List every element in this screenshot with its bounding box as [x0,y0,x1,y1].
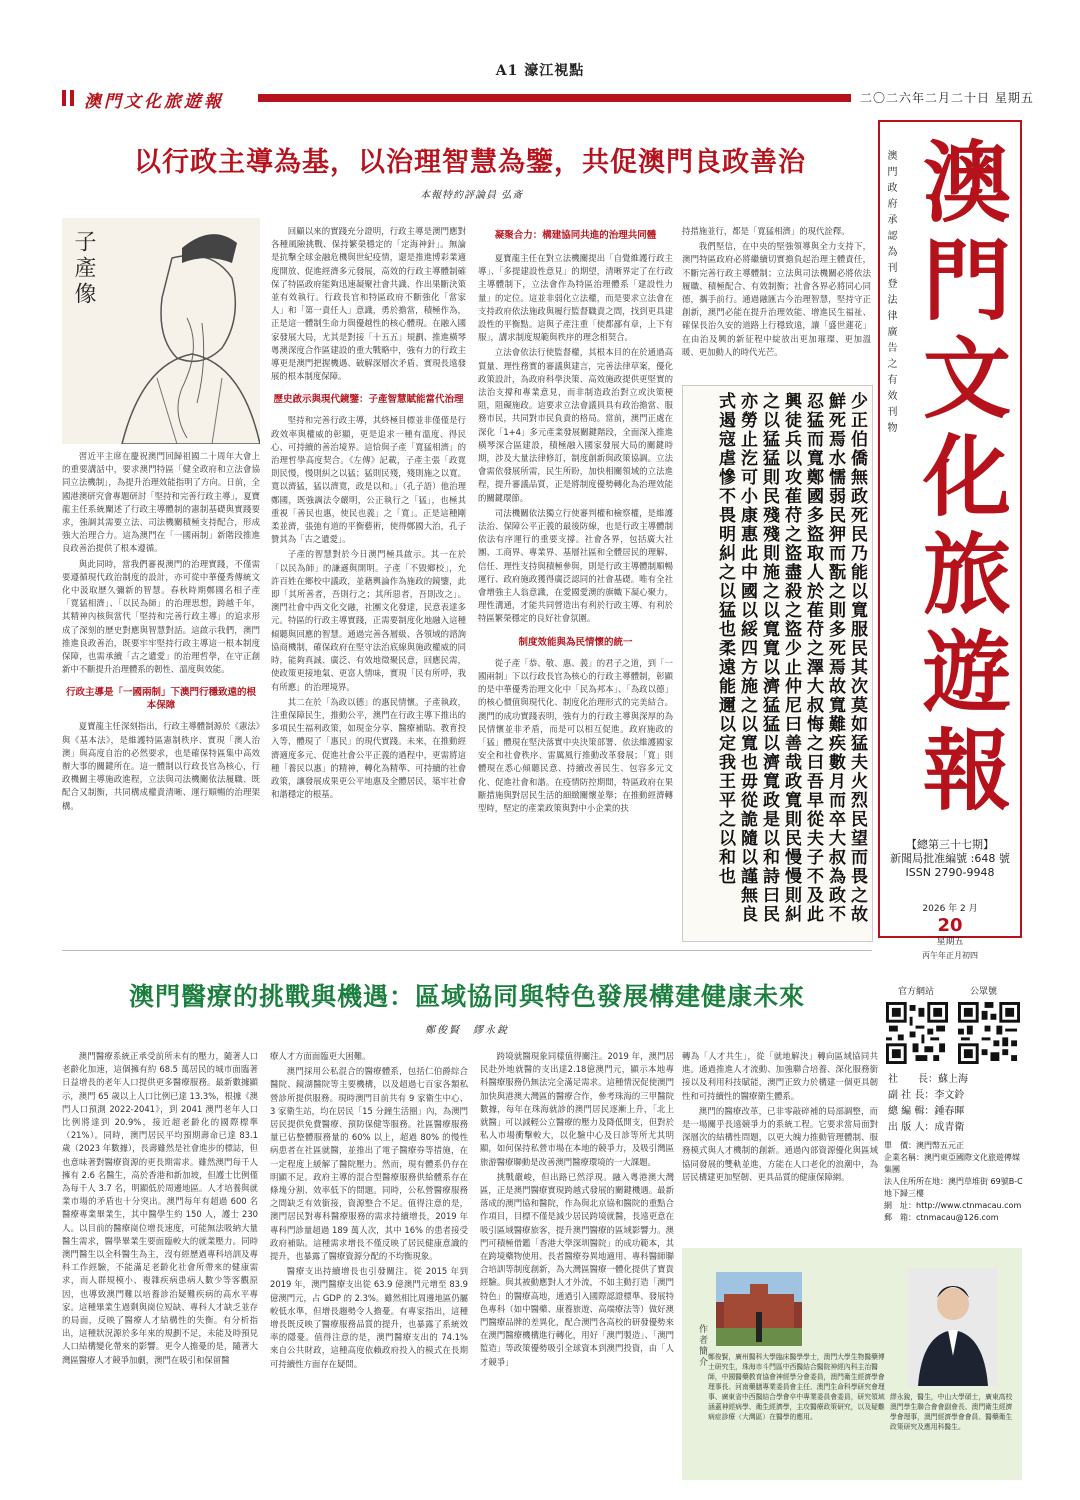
qr-code-wechat[interactable] [958,1002,1020,1064]
masthead-box [878,120,1022,938]
article1-col2b-p1: 堅持和完善行政主導，其終極目標並非僅僅是行政效率與權威的彰顯，更是追求一種有溫度、得民心、可持續的善治境界。這恰與子產「寬猛相濟」的治理哲學高度契合。《左傳》記載，子產主張「政寬則民慢，慢則糾之以猛；猛則民殘，殘則施之以寬。寬以濟猛，猛以濟寬，政是以和。」（孔子語）他治理鄭國，既強調法令嚴明，公正執行之「猛」，也極其重視「善民也惠，使民也義」之「寬」。正是這種剛柔並濟，張弛有道的平衡藝術，使得鄭國大治，孔子贊其為「古之遺愛」。 [271,415,466,545]
article1-col4 [682,225,871,361]
article1-col3 [478,225,673,817]
article2-col2-p3: 醫療支出持續增長也引發關注。從 2015 年到 2019 年，澳門醫療支出從 63.9 億澳門元增至 83.9 億澳門元，占 GDP 的 2.3%。雖然相比周邊地區仍屬較低水準，但增長趨勢令人擔憂。有專家指出，這種增長既反映了醫療服務品質的提升，也暴露了系統效率的隱憂。值得注意的是，澳門醫療支出的 74.1% 來自公共財政，這種高度依賴政府投入的模式在長期可持續性方面存在疑問。 [270,1266,469,1369]
article1-subhead-1: 行政主導是「一國兩制」下澳門行穩致遠的根本保障 [65,687,256,712]
author-box [682,1248,1022,1480]
info-label: 單 價 [884,1141,908,1150]
zichan-portrait [62,218,260,444]
author-box-label: 作者簡介 [697,1324,707,1368]
masthead-date-day: 20 [937,915,963,936]
article2-title: 澳門醫療的挑戰與機遇：區域協同與特色發展構建健康未來 [128,982,805,1011]
article2-col2 [270,1050,468,1373]
masthead-weekday: 星期五 [936,937,964,947]
article2-col3-p2: 挑戰嚴峻，但出路已然浮現。融入粵港澳大灣區，正是澳門醫療實現跨越式發展的關鍵機遇。最新落成的澳門協和醫院，作為與北京協和醫院的重點合作項目，目標不僅是減少居民跨境就醫，長遠更意在吸引區域醫療旅客，提升澳門醫療的區域影響力。澳門可積極借鑑「香港大學深圳醫院」的成功範本，其在跨境藥物使用、長者醫療券異地適用、專科醫師聯合培訓等制度創新，為大灣區醫療一體化提供了寶貴經驗。與其被動應對人才外流，不如主動打造「澳門特色」的醫療高地，通過引入國際認證標準、發展特色專科（如中醫藥、康養旅遊、高端療法等）做好澳門醫療品牌的差異化，配合澳門各高校的研發優勢來在澳門醫療機構進行轉化，用好「澳門製造」、「澳門監造」等政策優勢吸引全球資本到澳門投資，由「人才競爭」 [480,1171,674,1367]
masthead-issn: ISSN 2790-9948 [905,866,995,879]
article1-subhead-4: 制度效能與為民情懷的統一 [518,636,633,648]
article1-title: 以行政主導為基，以治理智慧為鑒，共促澳門良政善治 [134,147,806,178]
staff-row: 總 編 輯：鍾春暉 [888,1106,965,1117]
article1-col3-p3: 司法機關依法獨立行使審判權和檢察權，是維護法治、保障公平正義的最後防線，也是行政主導體制依法有序運行的重要支撐。社會各界，包括廣大社團、工商界、專業界、基層社區和全體居民的理解、信任、理性支持與積極參與，則是行政主導體制順暢運行、政府施政獲得廣泛認同的社會基礎。唯有全社會增強主人翁意識，在愛國愛澳的旗幟下凝心聚力，理性溝通，才能共同營造出有利於行政主導、有利於特區繁榮穩定的良好社會氛圍。 [478,507,673,624]
header-date: 二〇二六年二月二十日 星期五 [860,91,1034,105]
staff-name: 鍾春暉 [934,1106,965,1117]
info-label: 企業名稱 [884,1153,916,1162]
staff-row: 社 長：蘇上海 [888,1074,968,1085]
author2-bio: 繆永銳，醫生，中山大學碩士，廣東高校澳門學生聯合會會副會長、澳門衛生經濟學會理事，澳門經濟學會會員、醫藥衛生政策研究及應用科醫生。 [890,1393,1013,1431]
staff-role: 總 編 輯 [888,1106,925,1117]
article1-col4-p2: 我們堅信，在中央的堅強領導與全力支持下，澳門特區政府必將繼續切實擔負起治理主體責任，不斷完善行政主導體制；立法與司法機關必將依法履職、積極配合、有效制衡；社會各界必將同心同德，攜手前行。通過融匯古今治理智慧，堅持守正創新，澳門必能在提升治理效能、增進民生福祉、確保長治久安的道路上行穩致遠，讓「盛世蓮花」在由治及興的新征程中綻放出更加璀璨、更加溫暖、更加動人的時代光芒。 [682,241,871,357]
article1-col1-p1: 習近平主席在慶祝澳門回歸祖國二十周年大會上的重要講話中，要求澳門特區「健全政府和立法會協同立法機制」，為提升治理效能指明了方向。日前，全國港澳研究會專題研討「堅持和完善行政主導」，夏寶龍主任系統闡述了行政主導體制的憲制基礎與實踐要求，強調其需要立法、司法機關積極支持配合，形成強大治理合力。這為澳門在「一國兩制」新階段推進良政善治提供了根本遵循。 [62,451,260,554]
masthead-issue-info [878,838,1022,880]
article1-subhead-2: 歷史啟示與現代鏡鑒：子產智慧賦能當代治理 [273,394,464,406]
staff-role: 出 版 人 [888,1122,925,1133]
article2-col1 [62,1050,258,1369]
article1-col3-p1: 夏寶龍主任在對立法機關提出「自覺維護行政主導」、「多提建設性意見」的期望，清晰界定了在行政主導體制下，立法會作為特區治理體系「建設性力量」的定位。這並非弱化立法權，而是要求立法會在支持政府依法施政與履行監督職責之間，找到更具建設性的平衡點。這與子產注重「使都鄙有章，上下有服」，講求制度規範與秩序的理念相契合。 [478,253,673,343]
author1-photo [716,1272,802,1346]
publisher-info [884,1140,1024,1224]
masthead-title: 澳門文化旅遊報 [909,136,1013,822]
info-value: 澳門草堆街 69號B-C地下歸三樓 [884,1177,1023,1198]
info-value: 澳門幣五元正 [916,1141,964,1150]
staff-name: 李文鈴 [934,1090,965,1101]
article2-col1-p1: 澳門醫療系統正承受前所未有的壓力，隨著人口老齡化加速，這個擁有約 68.5 萬居民的城市面臨著日益增長的老年人口提供更多醫療服務。最新數據顯示，澳門 65 歲以上人口比例已達 13.3%，根據《澳門人口預測 2022-2041》，到 2041 澳門老年人口比例將達到 20.9%，接近超老齡化的國際標準（21%）。同時，澳門居民平均預期壽命已達 83.1 歲（2023 年數據），長壽雖然是社會進步的標誌，但也意味著對醫療資源的更長期需求。雖然澳門每千人擁有 2.6 名醫生，高於香港和新加坡，但護士比例僅為每千人 3.7 名，明顯低於周邊地區。人才培養與就業市場的矛盾也十分突出。澳門每年有超過 600 名醫療專業畢業生，其中醫學生約 150 人，護士 230 人。以目前的醫療崗位增長速度，可能無法吸納大量醫生需求，醫學畢業生要面臨較大的就業壓力。同時澳門醫生以全科醫生為主，沒有經歷過專科培訓及專科工作經驗，不能滿足老齡化社會所帶來的健康需求，而人群規模小、複雜疾病患病人數少等客觀原因，也導致澳門難以培養診治疑難疾病的高水平專家。這種畢業生過剩與崗位短缺、專科人才缺乏並存的局面，反映了醫療人才結構性的失衡。有分析指出，這種狀況源於多年來的規劃不足，未能及時預見人口結構變化帶來的影響。更令人擔憂的是，隨著大灣區醫療人才競爭加劇，澳門在吸引和保留醫 [62,1051,258,1365]
article1-subhead-3: 凝聚合力：構建協同共進的治理共同體 [494,230,657,241]
portrait-image [908,1268,998,1386]
qr-code-website[interactable] [886,1002,948,1064]
building-image [716,1272,802,1346]
masthead-date-month: 2026 年 2 月 [922,904,978,914]
staff-role: 副 社 長 [888,1090,925,1101]
article1-col2b-p2: 子產的智慧對於今日澳門極具啟示。其一在於「以民為師」的謙遜與開明。子產「不毀鄉校」，允許百姓在鄉校中議政，並藉輿論作為施政的鏡鑒，此即「其所善者，吾則行之；其所惡者，吾則改之」。澳門社會中西文化交融，社團文化發達，民意表達多元。特區的行政主導實踐，正需要制度化地融入這種傾聽與回應的智慧。通過完善各層級、各領域的諮詢協商機制，確保政府在堅守法治底線與施政權威的同時，能夠真誠、廣泛、有效地徵聚民意，回應民需，使政策更接地氣、更富人情味，實現「民有所呼，我有所應」的治理境界。 [271,549,466,692]
masthead-lunar: 丙午年正月初四 [922,951,978,960]
article1-col2b-p3: 其二在於「為政以德」的惠民情懷。子產執政，注重保障民生，推動公平，澳門在行政主導下推出的多項民生福利政策，如現金分享、醫療補貼、教育投入等，體現了「惠民」的現代實踐。未來，在推動經濟適度多元、促進社會公平正義的過程中，更需將這種「養民以惠」的精神，轉化為精準、可持續的社會政策，讓發展成果更公平地惠及全體居民，築牢社會和諧穩定的根基。 [271,696,466,800]
masthead-vertical-note: 澳門政府承認為刊登法律廣告之有效刊物 [885,150,896,438]
masthead-date-box [878,894,1022,974]
page-label: A1 濠江視點 [495,63,585,79]
article1-col1 [62,450,260,815]
article2-col3-p1: 跨境就醫現象同樣值得關注。2019 年，澳門居民赴外地就醫的支出達2.18億澳門元，顯示本地專科醫療服務仍無法完全滿足需求。這種情況促使澳門加快與港澳大灣區的醫療合作，參考珠海的三甲醫院數據，每年在珠海就診的澳門居民逐漸上升，「北上就醫」可以減輕公立醫療的壓力及降低開支，但對於私人市場衝擊較大，以化驗中心及日診等所尤其明顯，如何保持私營市場在本地的競爭力，及吸引灣區旅游醫療聯動是改善澳門醫療環境的一大課題。 [480,1051,674,1167]
article2-col2-p1: 療人才方面面臨更大困難。 [270,1051,371,1061]
article1-col1b-p1: 夏寶龍主任深刻指出，行政主導體制源於《憲法》與《基本法》，是維護特區憲制秩序、實現「澳人治澳」與高度自治的必然要求，也是確保特區集中高效辦大事的關鍵所在。這一體制以行政長官為核心，行政機關主導施政進程，立法與司法機關依法履職、既配合又制衡，共同構成權責清晰、運行順暢的治理架構。 [62,721,260,811]
article1-col4-p1: 持措施並行，都是「寬猛相濟」的現代詮釋。 [682,226,850,236]
section-bar-left [62,90,66,106]
info-row-email: 郵 箱：ctnmacau@126.com [884,1213,999,1222]
staff-row: 出 版 人：成青衛 [888,1122,965,1133]
article2-col4 [682,1050,878,1186]
info-label: 郵 箱 [884,1213,908,1222]
author2-photo [908,1268,998,1386]
article1-col2-p1: 回顧以來的實踐充分證明，行政主導是澳門應對各種風險挑戰、保持繁榮穩定的「定海神針」。無論是抗擊全球金融危機與世紀疫情，還是推進博彩業適度開放、促進經濟多元發展，高效的行政主導體制確保了特區政府能夠迅速凝聚社會共識、作出果斷決策並有效執行。行政長官和特區政府不斷強化「當家人」和「第一責任人」意識，勇於擔當，積極作為，正是這一體制生命力與優越性的核心體現。在融入國家發展大局，尤其是對接「十五五」規劃、推進橫琴粵澳深度合作區建設的重大戰略中，強有力的行政主導更是澳門把握機遇、破解深層次矛盾、實現長遠發展的根本制度保障。 [271,226,466,382]
info-row-price: 單 價：澳門幣五元正 [884,1141,964,1150]
info-value[interactable]: ctnmacau@126.com [916,1213,999,1222]
article2-col4-p1: 轉為「人才共生」，從「就地解決」轉向區域協同共進。通過推進人才流動、加強聯合培養、深化服務銜接以及利用科技賦能，澳門正致力於構建一個更具韌性和可持續性的醫療衛生體系。 [682,1051,878,1101]
section-bar-left-2 [70,90,74,106]
article1-col2 [271,225,466,803]
info-label: 法人住所所在地 [884,1177,940,1186]
qr1-label: 官方網站 [898,987,935,997]
section-rule [258,94,851,102]
info-label: 網 址 [884,1201,908,1210]
article1-col3-p2: 立法會依法行使監督權，其根本目的在於通過高質量、理性務實的審議與建言，完善法律草案，優化政策設計，為政府科學決策、高效施政提供更堅實的法治支撐和專業意見，而非制造政治對立或決策梗阻，阻礙施政。這要求立法會議員具有政治擔當、服務市民，共同對市民負責的格局。當前，澳門正處在深化「1+4」多元產業發展關鍵階段，全面深入推進橫琴深合區建設，積極融入國家發展大局的關鍵時期，涉及大量法律修訂，制度創新與政策協調。立法會需依發展所需，民生所盼，加快相關領域的立法進程，提升審議品質，正是將制度優勢轉化為治理效能的關鍵環節。 [478,347,673,503]
article1-byline: 本報特約評論員 弘斎 [420,190,524,201]
qr2-label: 公眾號 [970,987,998,997]
portrait-caption: 子產像 [71,230,96,308]
info-value: 澳門東亞國際文化旅遊傳媒集團 [884,1153,1020,1174]
article2-col4-p2: 澳門的醫療改革，已非零敲碎補的局部調整，而是一場關乎長遠競爭力的系統工程。它要求當局面對深層次的結構性問題，以更大魄力推動管理體制、服務模式與人才機制的創新。通過內部資源優化與區域協同發展的雙軌並進，方能在人口老化的浪潮中，為居民構建更加堅韌、更具品質的健康保障網。 [682,1105,878,1182]
author1-bio: 鄭俊賢，廣州醫科大學臨床醫學學士，澳門大學生物醫藥博士研究生，珠海市斗門區中西醫結合醫院神經內科主治醫師，中國醫藥教育協會神經學分會委員，澳門衛生經濟學會理事長、河南藥膳專業委員會主任、澳門生命科學研究會理事、廣東省中西醫結合學會卒中專業委員會委員，研究領域涵蓋神經病學、衛生經濟學，主攻醫療政策研究，以及疑難病症診療（大灣區）在醫學的應用。 [708,1353,885,1421]
article1-col1-p2: 與此同時，當我們審視澳門的治理實踐，不僅需要遵循現代政治制度的設計，亦可從中華優秀傳統文化中汲取歷久彌新的智慧。春秋時期鄭國名相子產「寬猛相濟」、「以民為師」的治理思想，跨越千年，其精神內核與當代「堅持和完善行政主導」的追求形成了深刻的歷史對應與智慧對話。這啟示我們，澳門推進良政善治，既要牢牢堅持行政主導這一根本制度保障，也需承續「古之遺愛」的治理哲學，在守正創新中不斷提升治理體系的韌性、溫度與效能。 [62,558,260,675]
article2-byline: 鄭俊賢 繆永銳 [425,1025,509,1036]
article1-col3b-p1: 從子產「恭、敬、惠、義」的君子之道，到「一國兩制」下以行政長官為核心的行政主導體制，彰顯的是中華優秀治理文化中「民為邦本」、「為政以德」的核心價值與現代化、制度化治理形式的完美結合。澳門的成功實踐表明，強有力的行政主導與深厚的為民情懷並非矛盾，而是可以相互促進。政府施政的「猛」體現在堅決落實中央決策部署、依法維護國家安全和社會秩序、雷厲風行推動改革發展；「寬」則體現在悉心傾聽民意、持續改善民生、包容多元文化、促進社會和諧。在疫情防控期間，特區政府在果斷措施與對居民生活的細緻關懷並舉；在推動經濟轉型時，堅定的產業政策與對中小企業的扶 [478,657,673,813]
section-band [62,86,851,110]
staff-row: 副 社 長：李文鈴 [888,1090,965,1101]
masthead-license: 新聞局批准編號 :648 號 [890,852,1010,865]
article-divider [62,950,872,951]
article2-col3 [480,1050,674,1371]
article2-col2-p2: 澳門採用公私混合的醫療體系，包括仁伯爵綜合醫院、鏡湖醫院等主要機構，以及超過七百家各類私營診所提供服務。現時澳門目前共有 9 家衛生中心、3 家衛生站，均在居民「15 分鐘生活圈」內，為澳門居民提供免費醫療、預防保健等服務。社區醫療服務量已佔整體服務量的 60% 以上，超過 80% 的慢性病患者在社區就醫，並推出了電子醫療券等措施，在一定程度上緩解了醫院壓力。然而，現有體系仍存在明顯不足。政府主導的混合型醫療服務供給體系存在條塊分割、效率低下的問題。同時，公私營醫療服務之間缺乏有效銜接，資源整合不足。值得注意的是，澳門居民對專科醫療服務的需求持續增長，2019 年專科門診量超過 189 萬人次，其中 16% 的患者接受政府補貼。這種需求增長不僅反映了居民健康意識的提升，也暴露了醫療資源分配的不均衡現象。 [270,1066,468,1262]
ancient-text: 少正伯僑無政死民乃能以寬服民其次莫如猛夫火烈民望而畏之故鮮死焉水懦弱民狎而翫之則多死焉故寬難疾數月而卒大叔為政不忍猛而寬鄭國多盜取人於萑苻之澤大叔悔之曰吾早從夫子不及此興徒兵以攻萑苻之盜盡殺之盜少止仲尼曰善哉政寬則民慢慢則糾之以猛猛則民殘殘則施之以寬寬以濟猛猛以濟寬政是以和詩曰民亦勞止汔可小康惠此中國以綏四方施之以寬也毋從詭隨以謹無良式遏寇虐慘不畏明糾之以猛也柔遠能邇以定我王平之以和也 [715,392,867,924]
masthead-issue: 【總第三十七期】 [906,838,994,851]
staff-name: 成青衛 [934,1122,965,1133]
staff-role: 社 長 [888,1074,928,1085]
info-row-address: 法人住所所在地：澳門草堆街 69號B-C地下歸三樓 [884,1177,1023,1198]
ancient-text-block [682,385,873,942]
staff-list [888,1072,1022,1136]
info-row-website: 網 址：http://www.ctnmacau.com [884,1201,1022,1210]
info-row-company: 企業名稱：澳門東亞國際文化旅遊傳媒集團 [884,1153,1020,1174]
section-name: 澳門文化旅遊報 [84,92,224,112]
info-value[interactable]: http://www.ctnmacau.com [916,1201,1022,1210]
staff-name: 蘇上海 [938,1074,968,1085]
